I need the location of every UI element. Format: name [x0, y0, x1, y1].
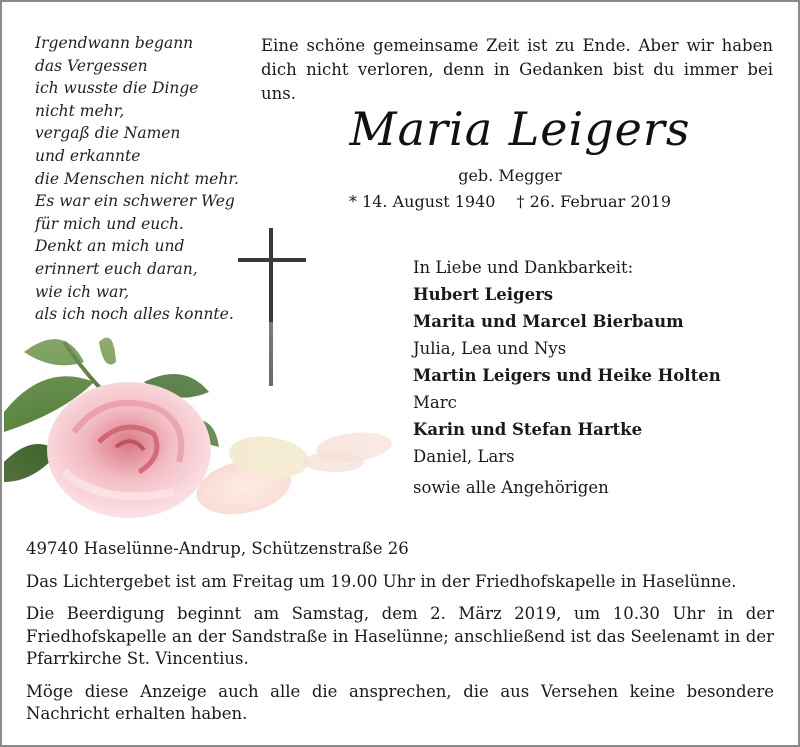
- death-date: † 26. Februar 2019: [516, 192, 672, 211]
- funeral-notice: Die Beerdigung beginnt am Samstag, dem 2. März 2019, um 10.30 Uhr in der Friedhofskapelle an der Sandstraße in Haselünne; anschließend ist das Seelenamt in der Pfarrkirche St. Vincentius.: [26, 604, 774, 668]
- poem-line: für mich und euch.: [35, 214, 184, 233]
- family-entry: Julia, Lea und Nys: [413, 339, 567, 358]
- birth-date: * 14. August 1940: [348, 192, 496, 211]
- poem-line: vergaß die Namen: [35, 124, 181, 143]
- family-entry: Karin und Stefan Hartke: [413, 420, 643, 439]
- family-entry: Marita und Marcel Bierbaum: [413, 312, 684, 331]
- poem-line: Es war ein schwerer Weg: [35, 192, 235, 211]
- notice-details: [26, 538, 774, 726]
- poem-line: ich wusste die Dinge: [35, 79, 199, 98]
- life-dates: [330, 192, 690, 211]
- poem-line: als ich noch alles konnte.: [35, 305, 234, 324]
- family-entry: Marc: [413, 393, 457, 412]
- poem: [35, 32, 255, 326]
- poem-line: Denkt an mich und: [35, 237, 185, 256]
- poem-line: Irgendwann begann: [35, 34, 194, 52]
- family-entry: Daniel, Lars: [413, 447, 515, 466]
- poem-line: wie ich war,: [35, 282, 130, 301]
- prayer-notice: Das Lichtergebet ist am Freitag um 19.00 Uhr in der Friedhofskapelle in Haselünne.: [26, 571, 737, 591]
- family-entry: sowie alle Angehörigen: [413, 478, 609, 497]
- closing-notice: Möge diese Anzeige auch alle die ansprechen, die aus Versehen keine besondere Nachricht erhalten haben.: [26, 681, 774, 723]
- family-address: 49740 Haselünne-Andrup, Schützenstraße 26: [26, 539, 409, 558]
- family-entry: Martin Leigers und Heike Holten: [413, 366, 721, 385]
- family-heading: In Liebe und Dankbarkeit:: [413, 258, 634, 277]
- family-entry: Hubert Leigers: [413, 285, 554, 304]
- rose-image: [4, 322, 404, 532]
- poem-line: die Menschen nicht mehr.: [35, 169, 239, 188]
- poem-line: erinnert euch daran,: [35, 259, 198, 278]
- intro-text: Eine schöne gemeinsame Zeit ist zu Ende. Aber wir haben dich nicht verloren, denn in Gedanken bist du immer bei uns.: [261, 36, 773, 103]
- family-list: [413, 254, 783, 501]
- maiden-name: geb. Megger: [458, 166, 562, 185]
- deceased-name: Maria Leigers: [349, 102, 691, 156]
- poem-line: und erkannte: [35, 146, 141, 165]
- poem-line: das Vergessen: [35, 56, 148, 75]
- poem-line: nicht mehr,: [35, 101, 125, 120]
